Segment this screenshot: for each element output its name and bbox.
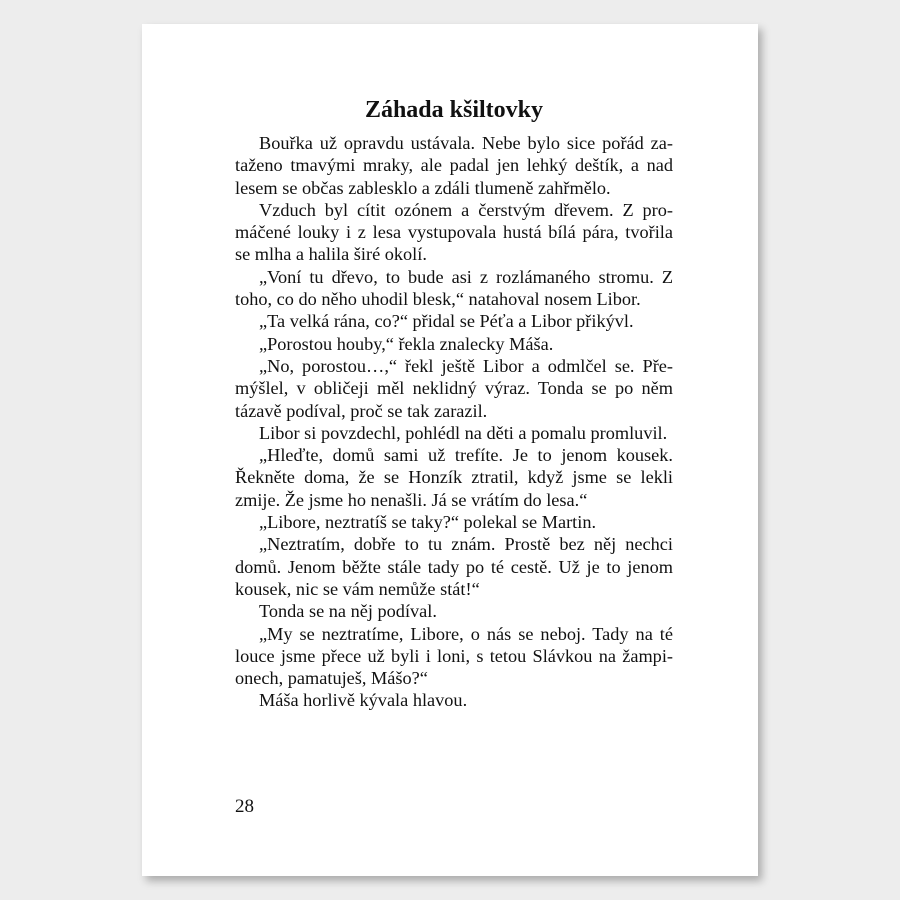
paragraph: „Hleďte, domů sami už trefíte. Je to jenom kousek. Řekněte doma, že se Honzík ztratil, když jsme se lekli zmije. Že jsme ho nenašli. Já se vrátím do lesa.“ [235, 445, 673, 510]
paragraph: Bouřka už opravdu ustávala. Nebe bylo sice pořád zataženo tmavými mraky, ale padal jen lehký deštík, a nad lesem se občas zablesklo a zdáli tlumeně zahřmělo. [235, 133, 673, 198]
paragraph: Libor si povzdechl, pohlédl na děti a pomalu promluvil. [259, 422, 668, 443]
book-page [142, 24, 758, 876]
paragraph: Vzduch byl cítit ozónem a čerstvým dřevem. Z promáčené louky i z lesa vystupovala hustá bílá pára, tvořila se mlha a halila širé okolí. [235, 199, 673, 265]
paragraph: Tonda se na něj podíval. [259, 601, 437, 622]
page-number: 28 [235, 796, 254, 817]
body-text [235, 132, 673, 712]
paragraph: „My se neztratíme, Libore, o nás se neboj. Tady na té louce jsme přece už byli i loni, s tetou Slávkou na žampionech, pamatuješ, Mášo?“ [235, 623, 673, 689]
paragraph: „Voní tu dřevo, to bude asi z rozlámaného stromu. Z toho, co do něho uhodil blesk,“ natahoval nosem Libor. [235, 266, 673, 310]
paragraph: „Porostou houby,“ řekla znalecky Máša. [259, 333, 554, 354]
paragraph: „Libore, neztratíš se taky?“ polekal se Martin. [259, 512, 597, 533]
paragraph: Máša horlivě kývala hlavou. [259, 690, 468, 711]
paragraph: „No, porostou…,“ řekl ještě Libor a odmlčel se. Přemýšlel, v obličeji měl neklidný výraz. Tonda se po něm tázavě podíval, proč se tak zarazil. [235, 355, 673, 421]
paragraph: „Ta velká rána, co?“ přidal se Péťa a Libor přikývl. [259, 311, 634, 332]
chapter-title: Záhada kšiltovky [364, 97, 544, 123]
paragraph: „Neztratím, dobře to tu znám. Prostě bez něj nechci domů. Jenom běžte stále tady po té cestě. Už je to jenom kousek, nic se vám nemůže stát!“ [235, 534, 673, 599]
